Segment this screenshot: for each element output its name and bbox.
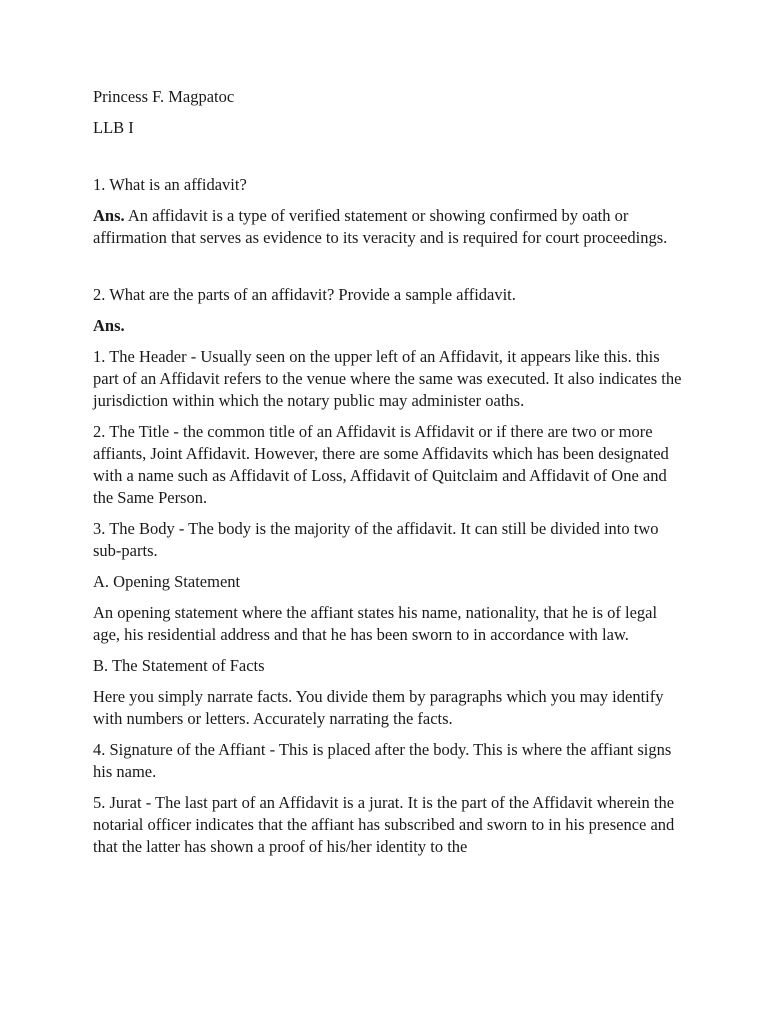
- question-1: 1. What is an affidavit?: [93, 175, 247, 194]
- course-label: LLB I: [93, 118, 134, 137]
- subpart-opening-heading: A. Opening Statement: [93, 572, 241, 591]
- answer-1: [93, 205, 683, 249]
- part-signature: 4. Signature of the Affiant - This is placed after the body. This is where the affiant signs his name.: [93, 740, 672, 781]
- answer-1-label: Ans.: [93, 206, 125, 225]
- part-title: 2. The Title - the common title of an Affidavit is Affidavit or if there are two or more affiants, Joint Affidavit. However, there are some Affidavits which has been designated with a name such as Affidavit of Loss, Affidavit of Quitclaim and Affidavit of One and the Same Person.: [93, 422, 669, 507]
- part-header: 1. The Header - Usually seen on the upper left of an Affidavit, it appears like this. this part of an Affidavit refers to the venue where the same was executed. It also indicates the jurisdiction within which the notary public may administer oaths.: [93, 347, 682, 410]
- answer-1-text: An affidavit is a type of verified statement or showing confirmed by oath or affirmation that serves as evidence to its veracity and is required for court proceedings.: [93, 206, 668, 247]
- author-name: Princess F. Magpatoc: [93, 87, 235, 106]
- answer-2-label: Ans.: [93, 316, 125, 335]
- part-jurat: 5. Jurat - The last part of an Affidavit is a jurat. It is the part of the Affidavit wherein the notarial officer indicates that the affiant has subscribed and sworn to in his presence and that the latter has shown a proof of his/her identity to the: [93, 793, 675, 856]
- subpart-facts-heading: B. The Statement of Facts: [93, 656, 265, 675]
- document-page: [93, 86, 683, 858]
- subpart-opening-text: An opening statement where the affiant states his name, nationality, that he is of legal age, his residential address and that he has been sworn to in accordance with law.: [93, 603, 658, 644]
- question-2: 2. What are the parts of an affidavit? Provide a sample affidavit.: [93, 285, 516, 304]
- subpart-facts-text: Here you simply narrate facts. You divide them by paragraphs which you may identify with numbers or letters. Accurately narrating the facts.: [93, 687, 664, 728]
- part-body: 3. The Body - The body is the majority of the affidavit. It can still be divided into two sub-parts.: [93, 519, 659, 560]
